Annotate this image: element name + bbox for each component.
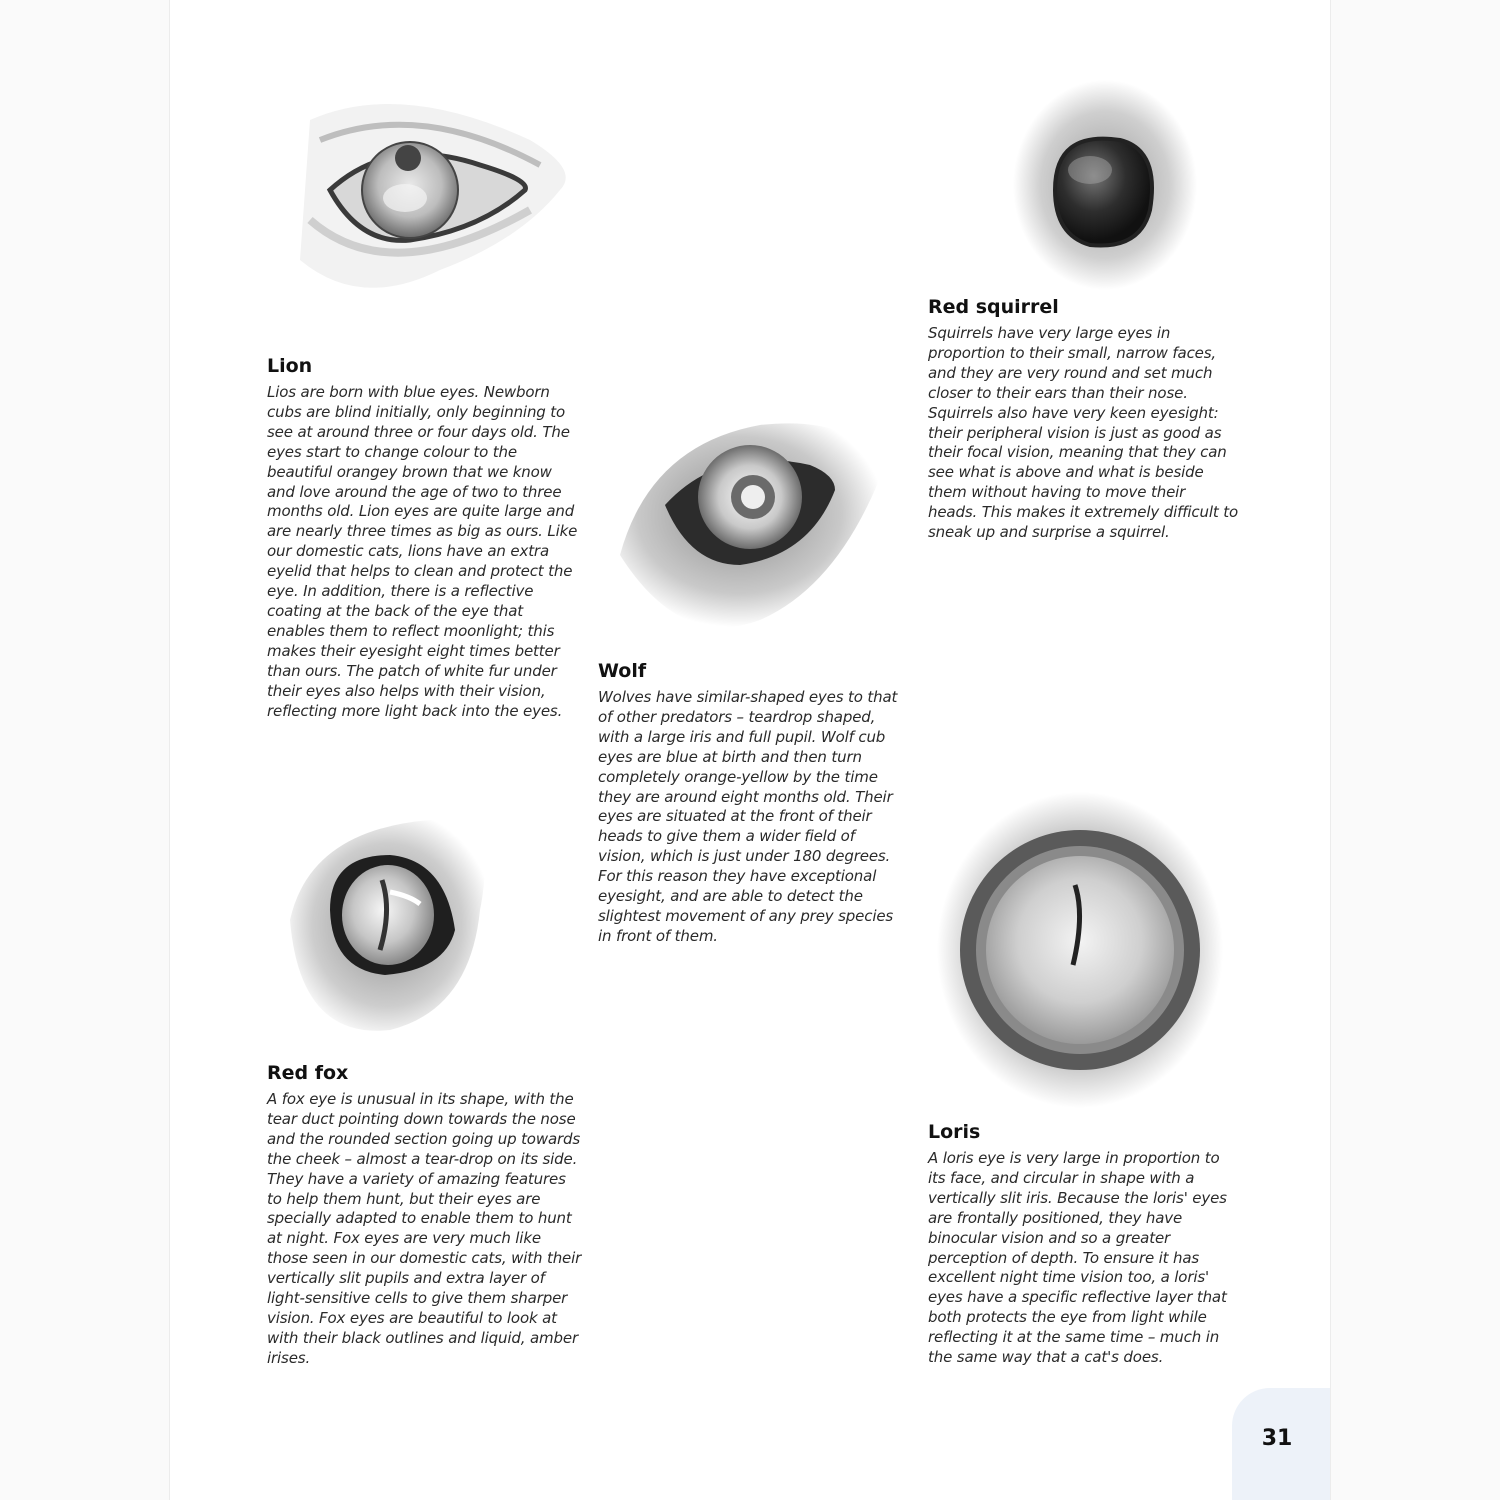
entry-loris bbox=[928, 1121, 1236, 1368]
entry-body: Squirrels have very large eyes in proportion to their small, narrow faces, and they are very round and set much closer to their ears than their nose. Squirrels also have very keen eyesight: their peripheral vision is just as good as their focal vision, meaning that they can see what is above and what is beside them without having to move their heads. This makes it extremely difficult to sneak up and surprise a squirrel. bbox=[928, 324, 1238, 542]
lion-eye-illustration bbox=[280, 80, 600, 330]
entry-red-squirrel bbox=[928, 296, 1238, 543]
red-fox-eye-illustration bbox=[270, 800, 510, 1040]
entry-red-fox bbox=[267, 1062, 583, 1369]
entry-title: Red fox bbox=[267, 1062, 349, 1084]
loris-eye-illustration bbox=[935, 790, 1225, 1110]
entry-title: Wolf bbox=[598, 660, 647, 682]
entry-title: Lion bbox=[267, 355, 313, 377]
entry-body: A loris eye is very large in proportion to its face, and circular in shape with a vertically slit iris. Because the loris' eyes are frontally positioned, they have binocular vision and so a greater perception of depth. To ensure it has excellent night time vision too, a loris' eyes have a specific reflective layer that both protects the eye from light while reflecting it at the same time – much in the same way that a cat's does. bbox=[928, 1149, 1227, 1367]
entry-body: Lios are born with blue eyes. Newborn cubs are blind initially, only beginning to see at around three or four days old. The eyes start to change colour to the beautiful orangey brown that we know and love around the age of two to three months old. Lion eyes are quite large and are nearly three times as big as ours. Like our domestic cats, lions have an extra eyelid that helps to clean and protect the eye. In addition, there is a reflective coating at the back of the eye that enables them to reflect moonlight; this makes their eyesight eight times better than ours. The patch of white fur under their eyes also helps with their vision, reflecting more light back into the eyes. bbox=[267, 383, 578, 720]
entry-body: A fox eye is unusual in its shape, with the tear duct pointing down towards the nose and the rounded section going up towards the cheek – almost a tear-drop on its side. They have a variety of amazing features to help them hunt, but their eyes are specially adapted to enable them to hunt at night. Fox eyes are very much like those seen in our domestic cats, with their vertically slit pupils and extra layer of light-sensitive cells to give them sharper vision. Fox eyes are beautiful to look at with their black outlines and liquid, amber irises. bbox=[267, 1090, 582, 1367]
page-number-tab bbox=[1232, 1388, 1330, 1500]
entry-body: Wolves have similar-shaped eyes to that of other predators – teardrop shaped, with a large iris and full pupil. Wolf cub eyes are blue at birth and then turn completely orange-yellow by the time they are around eight months old. Their eyes are situated at the front of their heads to give them a wider field of vision, which is just under 180 degrees. For this reason they have exceptional eyesight, and are able to detect the slightest movement of any prey species in front of them. bbox=[598, 688, 898, 945]
entry-wolf bbox=[598, 660, 906, 947]
entry-title: Red squirrel bbox=[928, 296, 1059, 318]
book-page bbox=[170, 0, 1330, 1500]
entry-title: Loris bbox=[928, 1121, 981, 1143]
wolf-eye-illustration bbox=[610, 405, 890, 650]
red-squirrel-eye-illustration bbox=[1010, 70, 1200, 290]
page-number: 31 bbox=[1261, 1426, 1293, 1451]
entry-lion bbox=[267, 355, 583, 721]
